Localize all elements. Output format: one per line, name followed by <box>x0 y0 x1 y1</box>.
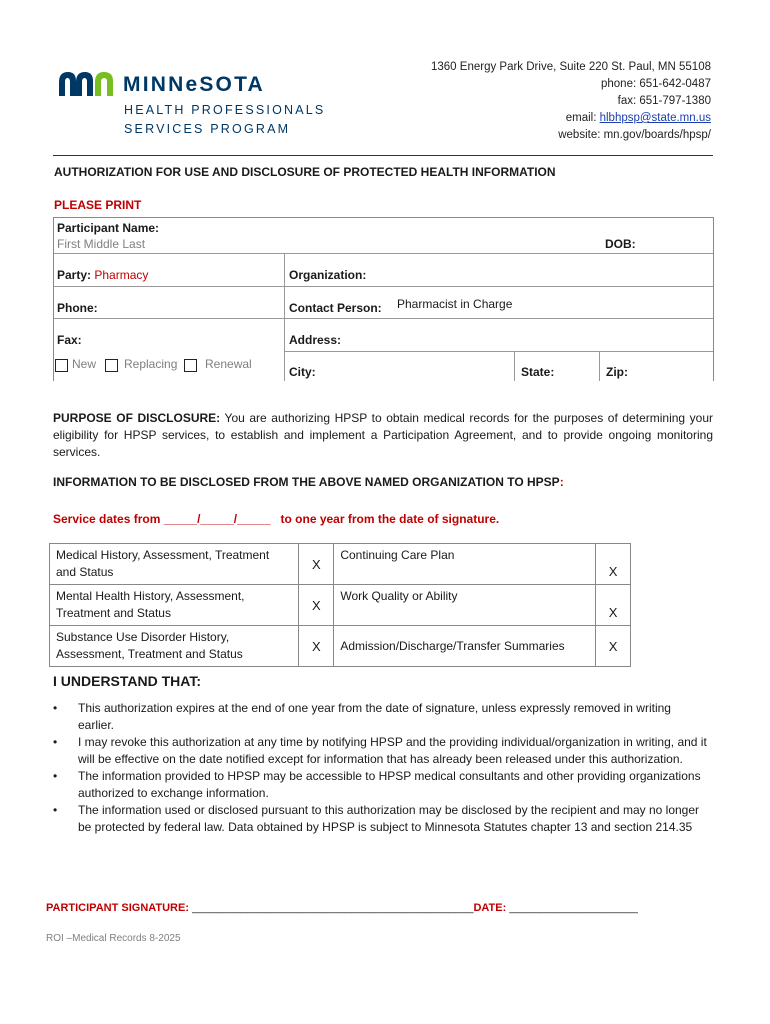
zip-label: Zip: <box>606 365 628 379</box>
dob-label: DOB: <box>605 237 636 251</box>
record-mark[interactable]: X <box>596 626 631 667</box>
contact-block <box>431 59 711 144</box>
new-checkbox-label: New <box>72 357 97 371</box>
record-mark[interactable]: X <box>596 544 631 585</box>
email-label: email: <box>565 112 600 124</box>
record-type: Substance Use Disorder History, Assessment, Treatment and Status <box>50 626 299 667</box>
signature-row <box>46 902 638 914</box>
table-row <box>50 544 631 585</box>
record-mark[interactable]: X <box>299 626 334 667</box>
row-divider <box>54 318 713 319</box>
list-item: • The information used or disclosed pursuant to this authorization may be disclosed by the recipient and may no longer be protected by federal law. Data obtained by HPSP is subject to Minnesota Statutes chapter 13 and section 214.35 <box>53 802 709 835</box>
record-mark[interactable]: X <box>299 544 334 585</box>
table-row <box>50 585 631 626</box>
party-label: Party: <box>57 268 95 282</box>
replacing-checkbox-label: Replacing <box>124 357 178 371</box>
record-type: Work Quality or Ability <box>334 585 596 626</box>
record-mark[interactable]: X <box>596 585 631 626</box>
signature-label: PARTICIPANT SIGNATURE: <box>46 902 193 914</box>
renewal-checkbox-label: Renewal <box>205 357 252 371</box>
row-divider <box>54 253 713 254</box>
footer-form-id: ROI –Medical Records 8-2025 <box>46 933 181 944</box>
list-item: • This authorization expires at the end of one year from the date of signature, unless expressly removed in writing earlier. <box>53 700 709 733</box>
address-label: Address: <box>289 333 342 347</box>
column-divider <box>514 351 515 381</box>
minnesota-logo-mark <box>57 68 115 98</box>
understand-heading: I UNDERSTAND THAT: <box>53 673 202 689</box>
purpose-text: You are authorizing HPSP to obtain medical records for the purposes of determining your eligibility for HPSP services, to establish and implement a Participation Agreement, and to provide ongoing monitoring services. <box>53 411 714 459</box>
info-heading-text: INFORMATION TO BE DISCLOSED FROM THE ABOVE NAMED ORGANIZATION TO HPSP <box>53 475 560 489</box>
purpose-label: PURPOSE OF DISCLOSURE: <box>53 411 221 425</box>
new-checkbox[interactable] <box>55 359 68 372</box>
row-divider <box>54 286 713 287</box>
signature-line[interactable]: ______________________________________________ <box>192 902 474 914</box>
office-email-row <box>431 110 711 127</box>
logo-wordmark: MINNeSOTA <box>123 73 265 96</box>
service-dates: Service dates from _____/_____/_____ to one year from the date of signature. <box>53 512 500 526</box>
column-divider <box>284 253 285 381</box>
city-label: City: <box>289 365 316 379</box>
participant-name-label: Participant Name: <box>57 221 160 235</box>
state-label: State: <box>521 365 555 379</box>
column-divider <box>599 351 600 381</box>
please-print-note: PLEASE PRINT <box>54 198 142 212</box>
office-website: website: mn.gov/boards/hpsp/ <box>558 129 711 141</box>
record-type: Admission/Discharge/Transfer Summaries <box>334 626 596 667</box>
logo-subtitle-line1: HEALTH PROFESSIONALS <box>124 103 326 117</box>
info-heading <box>53 475 564 489</box>
replacing-checkbox[interactable] <box>105 359 118 372</box>
renewal-checkbox[interactable] <box>184 359 197 372</box>
contact-person-label: Contact Person: <box>289 301 382 315</box>
contact-person-value[interactable]: Pharmacist in Charge <box>397 297 513 311</box>
row-divider <box>284 351 713 352</box>
understand-list <box>53 700 709 836</box>
purpose-paragraph <box>53 410 713 461</box>
party-value[interactable]: Pharmacy <box>94 268 149 282</box>
info-heading-colon: : <box>559 475 564 489</box>
date-line[interactable]: _____________________ <box>509 902 638 914</box>
record-type: Continuing Care Plan <box>334 544 596 585</box>
record-mark[interactable]: X <box>299 585 334 626</box>
records-table <box>49 543 631 667</box>
organization-label: Organization: <box>289 268 367 282</box>
office-phone: phone: 651-642-0487 <box>601 78 711 90</box>
party-field <box>57 268 148 282</box>
header-divider <box>53 155 713 156</box>
list-item: • I may revoke this authorization at any time by notifying HPSP and the providing individual/organization in writing, and it will be effective on the date notified except for information that has already been released under this authorization. <box>53 734 709 767</box>
participant-info-box <box>53 217 714 381</box>
phone-label: Phone: <box>57 301 98 315</box>
logo-subtitle-line2: SERVICES PROGRAM <box>124 122 291 136</box>
table-row <box>50 626 631 667</box>
fax-label: Fax: <box>57 333 82 347</box>
email-link[interactable]: hlbhpsp@state.mn.us <box>599 112 711 124</box>
record-type: Medical History, Assessment, Treatment and Status <box>50 544 299 585</box>
participant-name-hint[interactable]: First Middle Last <box>57 237 146 251</box>
document-title: AUTHORIZATION FOR USE AND DISCLOSURE OF PROTECTED HEALTH INFORMATION <box>54 165 556 179</box>
record-type: Mental Health History, Assessment, Treatment and Status <box>50 585 299 626</box>
office-address: 1360 Energy Park Drive, Suite 220 St. Paul, MN 55108 <box>431 61 711 73</box>
list-item: • The information provided to HPSP may be accessible to HPSP medical consultants and other providing organizations authorized to exchange information. <box>53 768 709 801</box>
date-label: DATE: <box>473 902 510 914</box>
office-fax: fax: 651-797-1380 <box>617 95 711 107</box>
